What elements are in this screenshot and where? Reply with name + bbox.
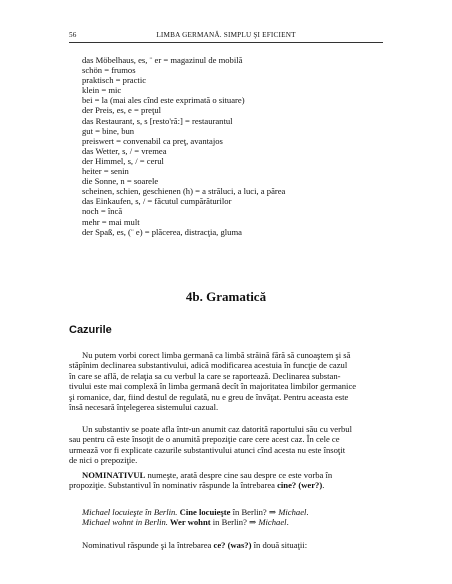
vocab-item: mehr = mai mult (82, 216, 140, 227)
text-line (69, 470, 383, 480)
text-span: Nominativul răspunde şi la întrebarea (82, 540, 214, 550)
vocab-item: bei = la (mai ales cînd este exprimată o situare) (82, 95, 245, 106)
example-sentence: Michael locuieşte în Berlin. (82, 507, 178, 517)
header-rule (69, 42, 383, 43)
vocab-item: gut = bine, bun (82, 125, 135, 136)
example-german (69, 517, 309, 527)
vocab-item: scheinen, schien, geschienen (h) = a străluci, a luci, a părea (82, 186, 286, 197)
term-nominativ: NOMINATIVUL (82, 470, 146, 480)
paragraph-cases (69, 424, 383, 466)
vocab-item: das Wetter, s, / = vremea (82, 145, 167, 156)
text-span: . (306, 507, 309, 517)
question-word: Wer wohnt (167, 517, 211, 528)
page-header (69, 31, 383, 43)
vocab-item: noch = încă (82, 206, 123, 217)
vocab-item: das Möbelhaus, es, ¨ er = magazinul de mobilă (82, 55, 243, 65)
vocab-item: klein = mic (82, 85, 122, 96)
vocab-item: das Restaurant, s, s [resto'rã:] = restaurantul (82, 115, 233, 126)
vocab-item: der Preis, es, e = preţul (82, 105, 162, 116)
text-line: sau pentru că este însoţit de o anumită prepoziţie care cere acest caz. În cele ce (69, 434, 340, 445)
question-word: (was?) (227, 540, 252, 550)
question-word: ce? (213, 540, 226, 550)
text-span: . (322, 480, 325, 491)
question-word: Cine locuieşte (177, 507, 231, 517)
vocab-item: praktisch = practic (82, 75, 147, 86)
text-line: de nici o prepoziţie. (69, 455, 138, 466)
vocabulary-list (82, 55, 285, 237)
vocab-item: heiter = senin (82, 166, 129, 177)
section-title: 4b. Gramatică (185, 289, 267, 304)
text-line: stăpînim declinarea substantivului, adică modificarea acestuia în funcţie de cazul (69, 360, 348, 371)
text-line: însă necesară înţelegerea sistemului cazual. (69, 402, 219, 413)
vocab-item: der Himmel, s, / = cerul (82, 155, 164, 166)
text-line (69, 540, 383, 550)
subsection-title: Cazurile (69, 324, 112, 336)
text-line: tivului este mai complexă în limba germană decît în majoritatea limbilor germanice (69, 381, 357, 392)
vocab-item: das Einkaufen, s, / = făcutul cumpărăturilor (82, 196, 232, 207)
vocab-item: preiswert = convenabil ca preţ, avantajos (82, 135, 223, 146)
paragraph-nominative (69, 470, 383, 491)
text-span: numeşte, arată despre cine sau despre ce este vorba în (145, 470, 333, 480)
text-span: . (286, 517, 289, 528)
text-span: propoziţie. Substantivul în nominativ răspunde la întrebarea (69, 480, 278, 491)
text-line: urmează vor fi explicate cazurile substantivului atunci cînd acesta nu este însoţit (69, 444, 346, 455)
answer: Michael (258, 517, 287, 528)
vocab-item: die Sonne, n = soarele (82, 176, 159, 187)
vocab-item: der Spaß, es, (¨ e) = plăcerea, distracţia, gluma (82, 226, 242, 237)
text-line: Nu putem vorbi corect limba germană ca limbă străină fără să cunoaştem şi să (82, 350, 351, 360)
text-line: şi romanice, dar, fiind destul de regulată, nu e greu de învăţat. Pentru aceasta este (69, 391, 349, 402)
running-title: LIMBA GERMANĂ. SIMPLU ŞI EFICIENT (156, 31, 296, 39)
text-span: în două situaţii: (251, 540, 308, 550)
examples (69, 507, 309, 528)
answer: Michael (278, 507, 307, 517)
text-line: în care se află, de relaţia sa cu verbul la care se raportează. Declinarea substan- (69, 370, 341, 381)
text-span: in Berlin? ⇒ (210, 517, 259, 528)
text-span: în Berlin? ⇒ (230, 507, 279, 517)
paragraph-nominative-what (69, 540, 383, 550)
text-line (69, 480, 383, 490)
example-sentence: Michael wohnt in Berlin. (82, 517, 168, 528)
vocab-item: schön = frumos (82, 65, 136, 76)
text-line: Un substantiv se poate afla într-un anumit caz datorită raportului său cu verbul (82, 424, 352, 434)
page-number: 56 (69, 31, 77, 39)
example-romanian (69, 507, 309, 517)
question-word: cine? (wer?) (277, 480, 323, 491)
paragraph-intro (69, 350, 383, 412)
